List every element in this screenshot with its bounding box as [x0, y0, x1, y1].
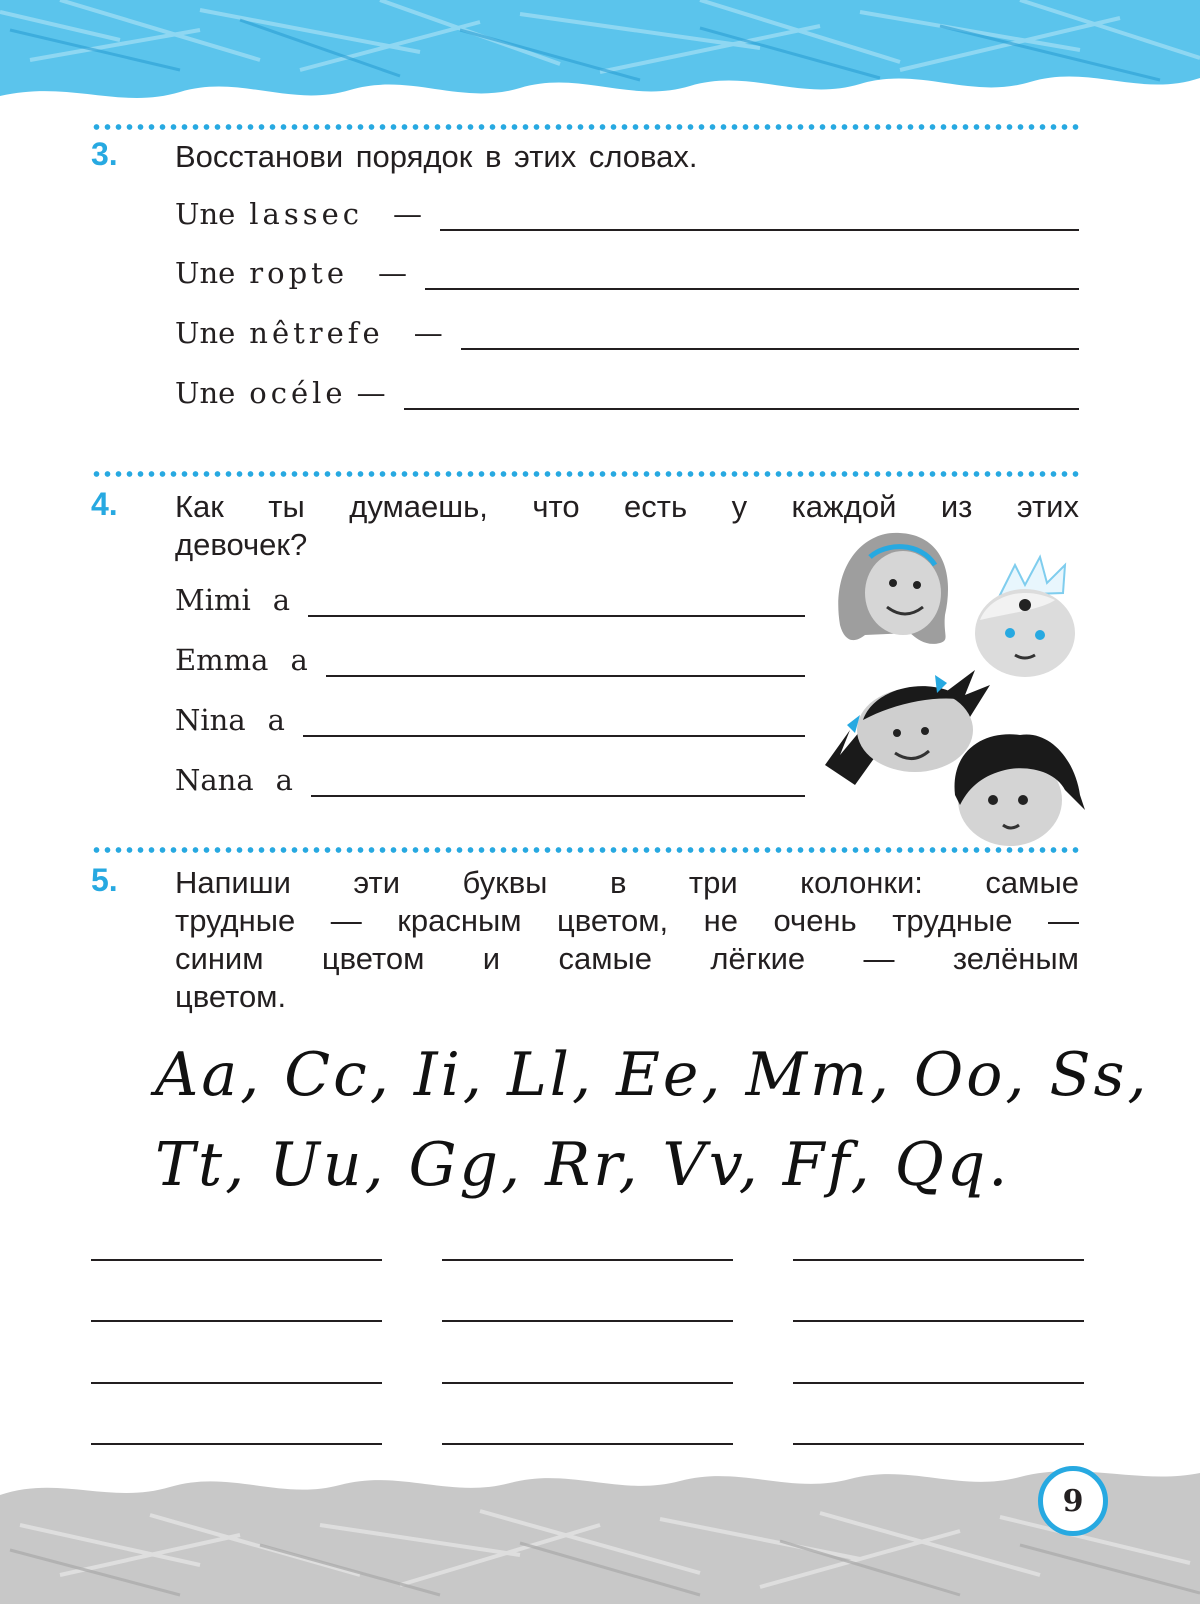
task-instruction-line: синим цветом и самые лёгкие — зелёным	[175, 941, 1079, 976]
answer-line[interactable]	[311, 769, 805, 797]
verb-text: a	[290, 643, 308, 677]
girl-name: Nana	[175, 763, 254, 797]
scrambled-word: lassec	[249, 197, 364, 231]
answer-line[interactable]	[404, 382, 1079, 410]
writing-line[interactable]	[793, 1320, 1084, 1322]
list-item	[175, 763, 805, 797]
section-divider	[91, 123, 1079, 131]
answer-line[interactable]	[326, 649, 805, 677]
task-number: 3.	[91, 136, 118, 172]
answer-line[interactable]	[308, 589, 805, 617]
cursive-letters-row: Tt, Uu, Gg, Rr, Vv, Ff, Qq.	[155, 1130, 1011, 1200]
scrambled-word: nêtrefe	[249, 316, 384, 350]
girls-faces-icon	[825, 525, 1115, 865]
girl-face-white-hair	[975, 557, 1075, 677]
writing-line[interactable]	[91, 1443, 382, 1445]
writing-line[interactable]	[793, 1382, 1084, 1384]
task-instruction-line: трудные — красным цветом, не очень трудные —	[175, 903, 1079, 938]
answer-line[interactable]	[461, 322, 1079, 350]
answer-line[interactable]	[425, 262, 1079, 290]
list-item	[175, 643, 805, 677]
writing-line[interactable]	[442, 1382, 733, 1384]
task-instruction: Восстанови порядок в этих словах.	[175, 139, 698, 174]
verb-text: a	[275, 763, 293, 797]
answer-line[interactable]	[303, 709, 805, 737]
page-number: 9	[1038, 1466, 1108, 1536]
dash: —	[356, 376, 386, 410]
writing-line[interactable]	[91, 1320, 382, 1322]
list-item	[175, 256, 1079, 290]
task-instruction-line: Напиши эти буквы в три колонки: самые	[175, 865, 1079, 900]
dash: —	[413, 316, 443, 350]
girl-face-long-hair	[838, 533, 948, 644]
girl-name: Mimi	[175, 583, 251, 617]
list-item	[175, 703, 805, 737]
verb-text: a	[272, 583, 291, 617]
writing-line[interactable]	[91, 1259, 382, 1261]
girl-name: Nina	[175, 703, 246, 737]
section-divider	[91, 470, 1079, 478]
top-wave-decoration	[0, 0, 1200, 110]
task-instruction-line: девочек?	[175, 527, 308, 562]
answer-line[interactable]	[440, 203, 1079, 231]
girl-name: Emma	[175, 643, 269, 677]
writing-line[interactable]	[91, 1382, 382, 1384]
article-text: Une	[175, 316, 236, 350]
scrambled-word: ropte	[249, 256, 348, 290]
task-instruction-line: Как ты думаешь, что есть у каждой из этих	[175, 489, 1079, 524]
article-text: Une	[175, 197, 236, 231]
task-number: 4.	[91, 486, 118, 522]
task-number: 5.	[91, 862, 118, 898]
writing-line[interactable]	[793, 1443, 1084, 1445]
list-item	[175, 376, 1079, 410]
task-instruction-line: цветом.	[175, 979, 287, 1014]
section-divider	[91, 846, 1079, 854]
writing-line[interactable]	[793, 1259, 1084, 1261]
girl-face-short-hair	[955, 734, 1085, 846]
list-item	[175, 316, 1079, 350]
bottom-wave-decoration	[0, 1455, 1200, 1604]
article-text: Une	[175, 376, 236, 410]
writing-line[interactable]	[442, 1259, 733, 1261]
dash: —	[377, 256, 407, 290]
writing-line[interactable]	[442, 1443, 733, 1445]
article-text: Une	[175, 256, 236, 290]
writing-line[interactable]	[442, 1320, 733, 1322]
cursive-letters-row: Aa, Cc, Ii, Ll, Ee, Mm, Oo, Ss,	[155, 1040, 1150, 1110]
dash: —	[393, 197, 423, 231]
list-item	[175, 583, 805, 617]
list-item	[175, 197, 1079, 231]
verb-text: a	[267, 703, 285, 737]
scrambled-word: océle	[249, 376, 347, 410]
